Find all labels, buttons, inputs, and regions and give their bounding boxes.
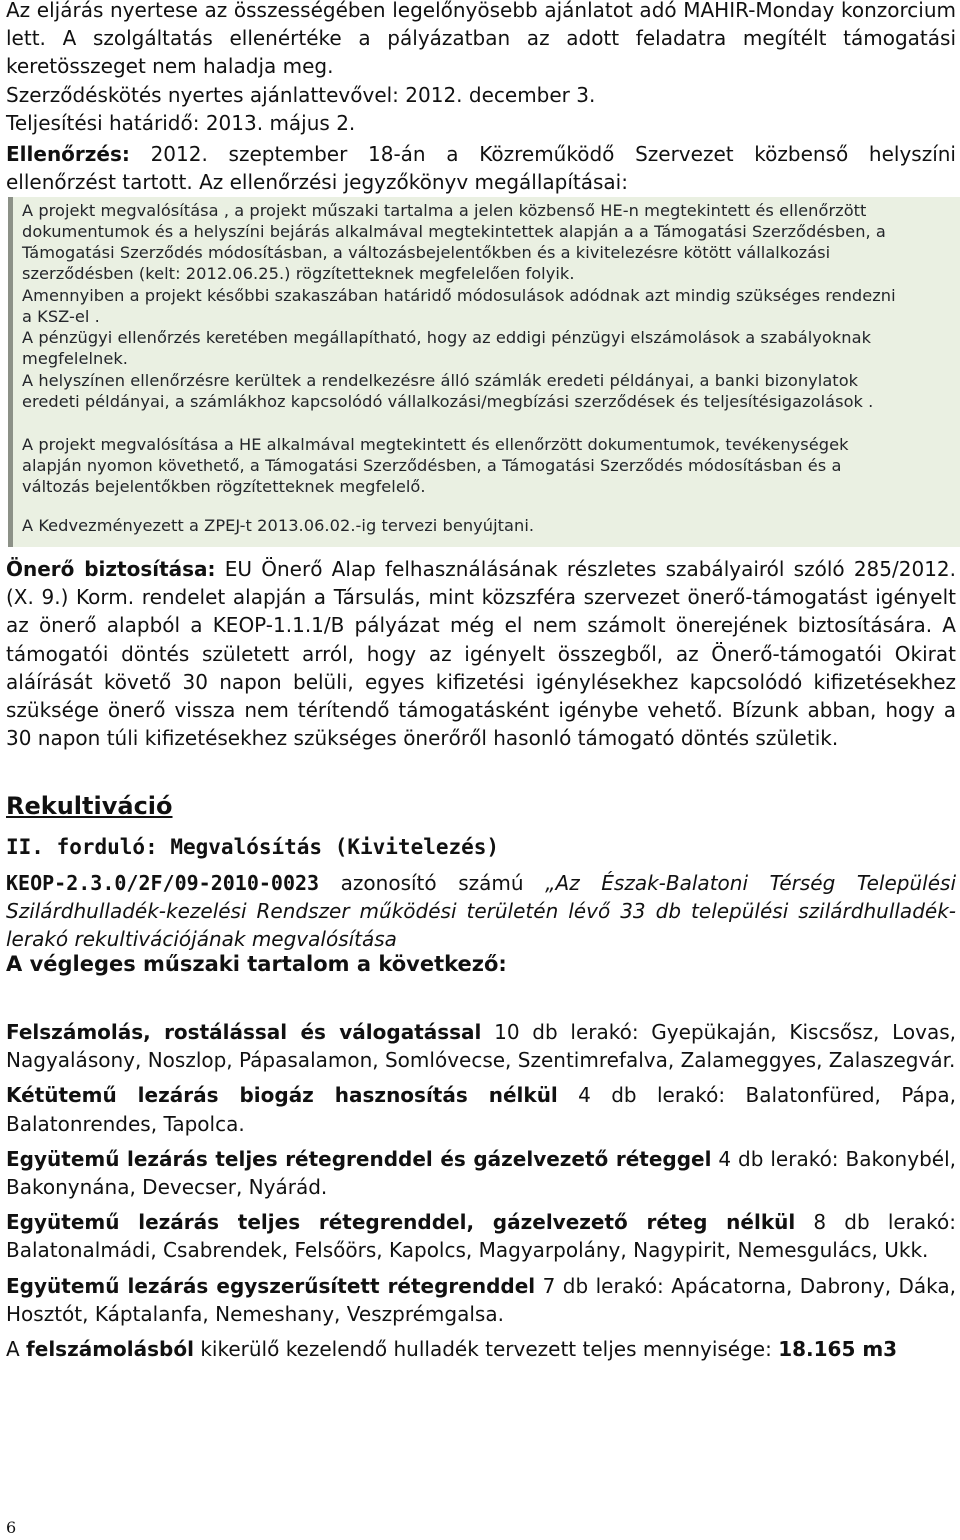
scan-line: szerződésben (kelt: 2012.06.25.) rögzítetteknek megfelelően folyik. — [22, 264, 575, 283]
list-item — [6, 1272, 956, 1328]
onero-label: Önerő biztosítása: — [6, 557, 216, 581]
item-text: 8 db lerakó: Balatonalmádi, Csabrendek, Felsőörs, Kapolcs, Magyarpolány, Nagypirit, Nemesgulács, Ukk. — [6, 1210, 956, 1263]
onero-paragraph — [6, 555, 956, 752]
item-text: 10 db lerakó: Gyepükaján, Kiscsősz, Lovas, Nagyalásony, Noszlop, Pápasalamon, Somlóvecse, Szentimrefalva, Zalameggyes, Zalaszegvár. — [6, 1020, 956, 1073]
scan-line: változás bejelentőkben rögzítetteknek megfelelő. — [22, 477, 426, 496]
section-heading: Rekultiváció — [6, 792, 173, 820]
item-label: Együtemű lezárás teljes rétegrenddel, gázelvezető réteg nélkül — [6, 1210, 796, 1235]
list-item — [6, 1208, 956, 1264]
list-item — [6, 1081, 956, 1137]
scan-line: Támogatási Szerződés módosításban, a változásbejelentőkben és a kivitelezésre kötött vállalkozási — [22, 243, 831, 262]
check-paragraph — [6, 140, 956, 196]
deadline-text: Teljesítési határidő: 2013. május 2. — [6, 110, 356, 135]
landfill-list — [6, 1018, 956, 1370]
page-number: 6 — [6, 1518, 17, 1537]
onero-text: EU Önerő Alap felhasználásának részletes szabályairól szóló 285/2012. (X. 9.) Korm. rendelet alapján a Társulás, mint közszféra szervezet önerő-támogatást igényelt az önerő alapból a KEOP-1.1.1/B pályázat még el nem számolt önerejének biztosítására. A támogatói döntés született arról, hogy az igényelt összegből, az Önerő-támogatói Okirat aláírását követő 30 napon belüli, egyes kifizetési igénylésekhez kapcsolódó kifizetésekhez szüksége önerő vissza nem térítendő támogatásként igénybe vehető. Bízunk abban, hogy a 30 napon túli kifizetésekhez szükséges önerőről hasonló támogató döntés születik. — [6, 557, 957, 751]
project-title: „Az Észak-Balatoni Térség Települési Szilárdhulladék-kezelési Rendszer működési területén lévő 33 db települési szilárdhulladék-lerakó rekultivációjának megvalósítása — [6, 871, 956, 952]
item-text: 4 db lerakó: Bakonybél, Bakonynána, Devecser, Nyárád. — [6, 1146, 956, 1200]
item-text: 4 db lerakó: Balatonfüred, Pápa, Balatonrendes, Tapolca. — [6, 1083, 956, 1136]
round-heading: II. forduló: Megvalósítás (Kivitelezés) — [6, 835, 500, 859]
scan-line: A projekt megvalósítása , a projekt műszaki tartalma a jelen közbenső HE-n megtekintett és ellenőrzött — [22, 201, 867, 220]
total-prefix: A — [6, 1337, 27, 1362]
scan-edge — [8, 197, 13, 547]
project-code-text: azonosító számú — [319, 871, 546, 895]
total-text: kikerülő kezelendő hulladék tervezett teljes mennyisége: — [193, 1337, 779, 1362]
scanned-inspection-excerpt — [8, 197, 960, 547]
intro-paragraph — [6, 0, 956, 81]
project-paragraph — [6, 869, 956, 954]
check-label: Ellenőrzés: — [6, 142, 130, 167]
item-label: Együtemű lezárás teljes rétegrenddel és gázelvezető réteggel — [6, 1146, 712, 1171]
project-identifier — [6, 869, 956, 954]
scan-line: eredeti példányai, a számlákhoz kapcsolódó vállalkozási/megbízási szerződések és teljesítésigazolások . — [22, 392, 874, 411]
contract-date — [6, 81, 956, 109]
total-quantity — [6, 1335, 956, 1363]
intro-section — [6, 0, 956, 196]
contract-text: Szerződéskötés nyertes ajánlattevővel: 2012. december 3. — [6, 82, 596, 107]
intro-text: Az eljárás nyertese az összességében legelőnyösebb ajánlatot adó MAHIR-Monday konzorcium lett. A szolgáltatás ellenértéke a pályázatban az adott feladatra megítélt támogatási keretösszeget nem haladja meg. — [6, 0, 956, 79]
scan-line: A Kedvezményezett a ZPEJ-t 2013.06.02.-ig tervezi benyújtani. — [22, 516, 535, 535]
item-text: 7 db lerakó: Apácatorna, Dabrony, Dáka, Hosztót, Káptalanfa, Nemeshany, Veszprémgalsa. — [6, 1273, 956, 1326]
deadline-date — [6, 109, 956, 137]
project-code: KEOP-2.3.0/2F/09-2010-0023 — [6, 871, 320, 895]
scan-line: A projekt megvalósítása a HE alkalmával megtekintett és ellenőrzött dokumentumok, tevékenységek — [22, 435, 849, 454]
item-label: Együtemű lezárás egyszerűsített rétegrenddel — [6, 1273, 536, 1298]
scan-line: alapján nyomon követhető, a Támogatási Szerződésben, a Támogatási Szerződés módosításban és a — [22, 456, 842, 475]
scan-line: megfelelnek. — [22, 349, 128, 368]
scan-line: A helyszínen ellenőrzésre kerültek a rendelkezésre álló számlák eredeti példányai, a banki bizonylatok — [22, 371, 859, 390]
list-item — [6, 1145, 956, 1201]
onero-section — [6, 555, 956, 752]
item-label: Kétütemű lezárás biogáz hasznosítás nélkül — [6, 1083, 558, 1108]
total-bold: felszámolásból — [26, 1337, 194, 1362]
item-label: Felszámolás, rostálással és válogatással — [6, 1020, 482, 1044]
scan-line: Amennyiben a projekt későbbi szakaszában határidő módosulások adódnak azt mindig szükséges rendezni — [22, 286, 896, 305]
final-content-heading: A végleges műszaki tartalom a következő: — [6, 952, 507, 976]
check-text: 2012. szeptember 18-án a Közreműködő Szervezet közbenső helyszíni ellenőrzést tartott. Az ellenőrzési jegyzőkönyv megállapításai: — [6, 142, 956, 195]
total-value: 18.165 m3 — [778, 1337, 898, 1362]
list-item — [6, 1018, 956, 1074]
scan-line: A pénzügyi ellenőrzés keretében megállapítható, hogy az eddigi pénzügyi elszámolások a szabályoknak — [22, 328, 871, 347]
scan-line: dokumentumok és a helyszíni bejárás alkalmával megtekintettek alapján a a Támogatási Szerződésben, a — [22, 222, 886, 241]
scan-line: a KSZ-el . — [22, 307, 100, 326]
